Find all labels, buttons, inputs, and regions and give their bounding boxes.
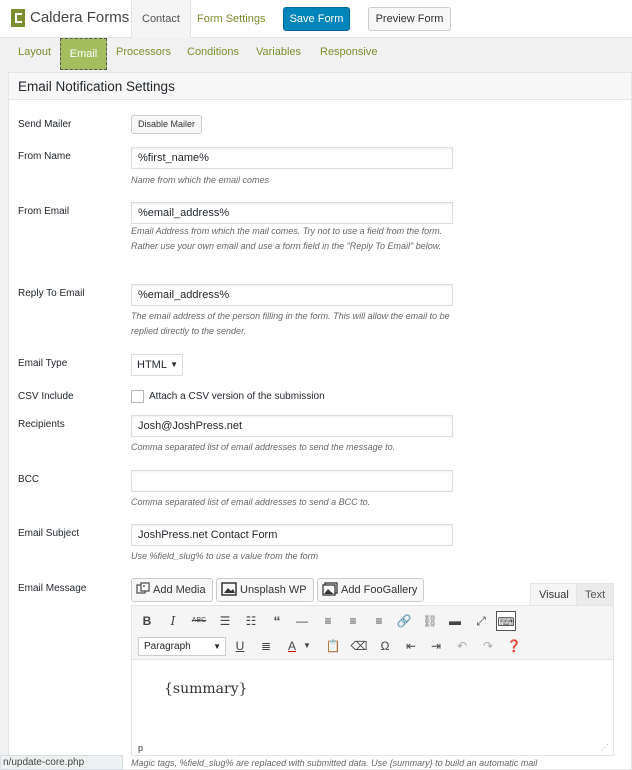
settings-subnav xyxy=(0,38,632,70)
email-type-value: HTML xyxy=(137,359,167,371)
subnav-responsive[interactable]: Responsive xyxy=(320,46,378,58)
from-email-help: Email Address from which the mail comes. Try not to use a field from the form. Rather use your own email and use a form field in the "Reply To Email" below. xyxy=(131,226,443,251)
toolbar-toggle-icon[interactable]: ⌨ xyxy=(496,611,516,631)
image-icon xyxy=(221,582,237,596)
align-center-icon[interactable]: ≡ xyxy=(349,614,357,628)
csv-checkbox-label[interactable]: Attach a CSV version of the submission xyxy=(149,391,325,402)
bold-icon[interactable]: B xyxy=(142,614,152,628)
resize-handle-icon[interactable]: ⋰ xyxy=(601,743,609,752)
message-editor xyxy=(131,605,614,756)
chevron-down-icon: ▼ xyxy=(213,642,221,651)
csv-checkbox[interactable] xyxy=(131,390,144,403)
email-type-select[interactable] xyxy=(131,354,183,376)
editor-content[interactable]: {summary} xyxy=(164,681,248,697)
insert-link-icon[interactable]: 🔗 xyxy=(396,614,412,628)
email-message-label: Email Message xyxy=(18,583,87,594)
help-icon[interactable]: ❓ xyxy=(506,639,522,653)
email-type-label: Email Type xyxy=(18,358,68,369)
status-url: n/update-core.php xyxy=(0,755,123,770)
tab-visual[interactable]: Visual xyxy=(530,583,578,606)
disable-mailer-button[interactable]: Disable Mailer xyxy=(131,115,202,134)
from-email-label: From Email xyxy=(18,206,70,217)
justify-icon[interactable]: ≣ xyxy=(260,639,272,653)
recipients-help: Comma separated list of email addresses to send the message to. xyxy=(131,442,396,452)
preview-form-button[interactable]: Preview Form xyxy=(368,7,451,31)
underline-icon[interactable]: U xyxy=(235,639,245,653)
from-name-label: From Name xyxy=(18,151,71,162)
bullet-list-icon[interactable]: ☰ xyxy=(219,614,231,628)
recipients-label: Recipients xyxy=(18,419,65,430)
add-foogallery-label: Add FooGallery xyxy=(341,584,418,596)
paragraph-select[interactable] xyxy=(138,637,226,656)
add-media-button[interactable] xyxy=(131,578,213,602)
paste-text-icon[interactable]: 📋 xyxy=(325,639,341,653)
align-left-icon[interactable]: ≡ xyxy=(324,614,332,628)
from-name-input[interactable]: %first_name% xyxy=(131,147,453,169)
undo-icon[interactable]: ↶ xyxy=(456,639,468,653)
chevron-down-icon: ▼ xyxy=(170,360,178,369)
read-more-icon[interactable]: ▬ xyxy=(449,614,461,628)
redo-icon[interactable]: ↷ xyxy=(482,639,494,653)
remove-link-icon[interactable]: ⛓ xyxy=(422,614,438,628)
reply-to-input[interactable]: %email_address% xyxy=(131,284,453,306)
subnav-conditions[interactable]: Conditions xyxy=(187,46,239,58)
csv-include-label: CSV Include xyxy=(18,391,74,402)
panel-title: Email Notification Settings xyxy=(9,73,631,100)
subnav-variables[interactable]: Variables xyxy=(256,46,302,58)
subnav-email[interactable]: Email xyxy=(60,38,107,70)
email-subject-input[interactable]: JoshPress.net Contact Form xyxy=(131,524,453,546)
indent-icon[interactable]: ⇥ xyxy=(430,639,442,653)
magic-tags-help: Magic tags, %field_slug% are replaced with submitted data. Use {summary} to build an automatic mail xyxy=(131,758,538,768)
text-color-icon[interactable]: A xyxy=(287,639,296,653)
email-subject-label: Email Subject xyxy=(18,528,80,539)
tab-contact[interactable]: Contact xyxy=(131,0,191,38)
unsplash-button[interactable] xyxy=(216,578,314,602)
horizontal-rule-icon[interactable]: — xyxy=(296,614,308,628)
italic-icon[interactable]: I xyxy=(170,614,176,628)
blockquote-icon[interactable]: “ xyxy=(273,613,281,629)
clear-formatting-icon[interactable]: ⌫ xyxy=(350,639,368,653)
add-media-label: Add Media xyxy=(153,584,206,596)
align-right-icon[interactable]: ≡ xyxy=(375,614,383,628)
reply-to-label: Reply To Email xyxy=(18,288,85,299)
editor-path: p xyxy=(138,743,144,753)
tab-form-settings[interactable]: Form Settings xyxy=(197,13,266,25)
save-form-button[interactable]: Save Form xyxy=(283,7,350,31)
caldera-logo-icon xyxy=(11,9,25,27)
add-foogallery-button[interactable] xyxy=(317,578,424,602)
numbered-list-icon[interactable]: ☷ xyxy=(245,614,257,628)
fullscreen-icon[interactable]: ⤢ xyxy=(476,614,486,628)
special-character-icon[interactable]: Ω xyxy=(380,639,390,653)
strikethrough-icon[interactable]: ABC xyxy=(191,617,207,624)
recipients-input[interactable]: Josh@JoshPress.net xyxy=(131,415,453,437)
tab-text[interactable]: Text xyxy=(576,583,614,606)
reply-to-help: The email address of the person filling in the form. This will allow the email to be replied directly to the sender. xyxy=(131,311,450,336)
email-subject-help: Use %field_slug% to use a value from the form xyxy=(131,551,319,561)
gallery-icon xyxy=(322,582,338,596)
from-name-help: Name from which the email comes xyxy=(131,175,270,185)
bcc-label: BCC xyxy=(18,474,40,485)
editor-toolbar xyxy=(132,606,613,660)
top-bar xyxy=(0,0,632,38)
subnav-layout[interactable]: Layout xyxy=(18,46,52,58)
media-icon xyxy=(136,582,150,596)
paragraph-select-value: Paragraph xyxy=(144,641,191,652)
outdent-icon[interactable]: ⇤ xyxy=(405,639,417,653)
text-color-chevron-icon[interactable]: ▼ xyxy=(303,641,311,650)
bcc-input[interactable] xyxy=(131,470,453,492)
bcc-help: Comma separated list of email addresses to send a BCC to. xyxy=(131,497,371,507)
from-email-input[interactable]: %email_address% xyxy=(131,202,453,224)
send-mailer-label: Send Mailer xyxy=(18,119,72,130)
subnav-processors[interactable]: Processors xyxy=(116,46,172,58)
unsplash-label: Unsplash WP xyxy=(240,584,307,596)
brand-title: Caldera Forms xyxy=(30,9,130,26)
